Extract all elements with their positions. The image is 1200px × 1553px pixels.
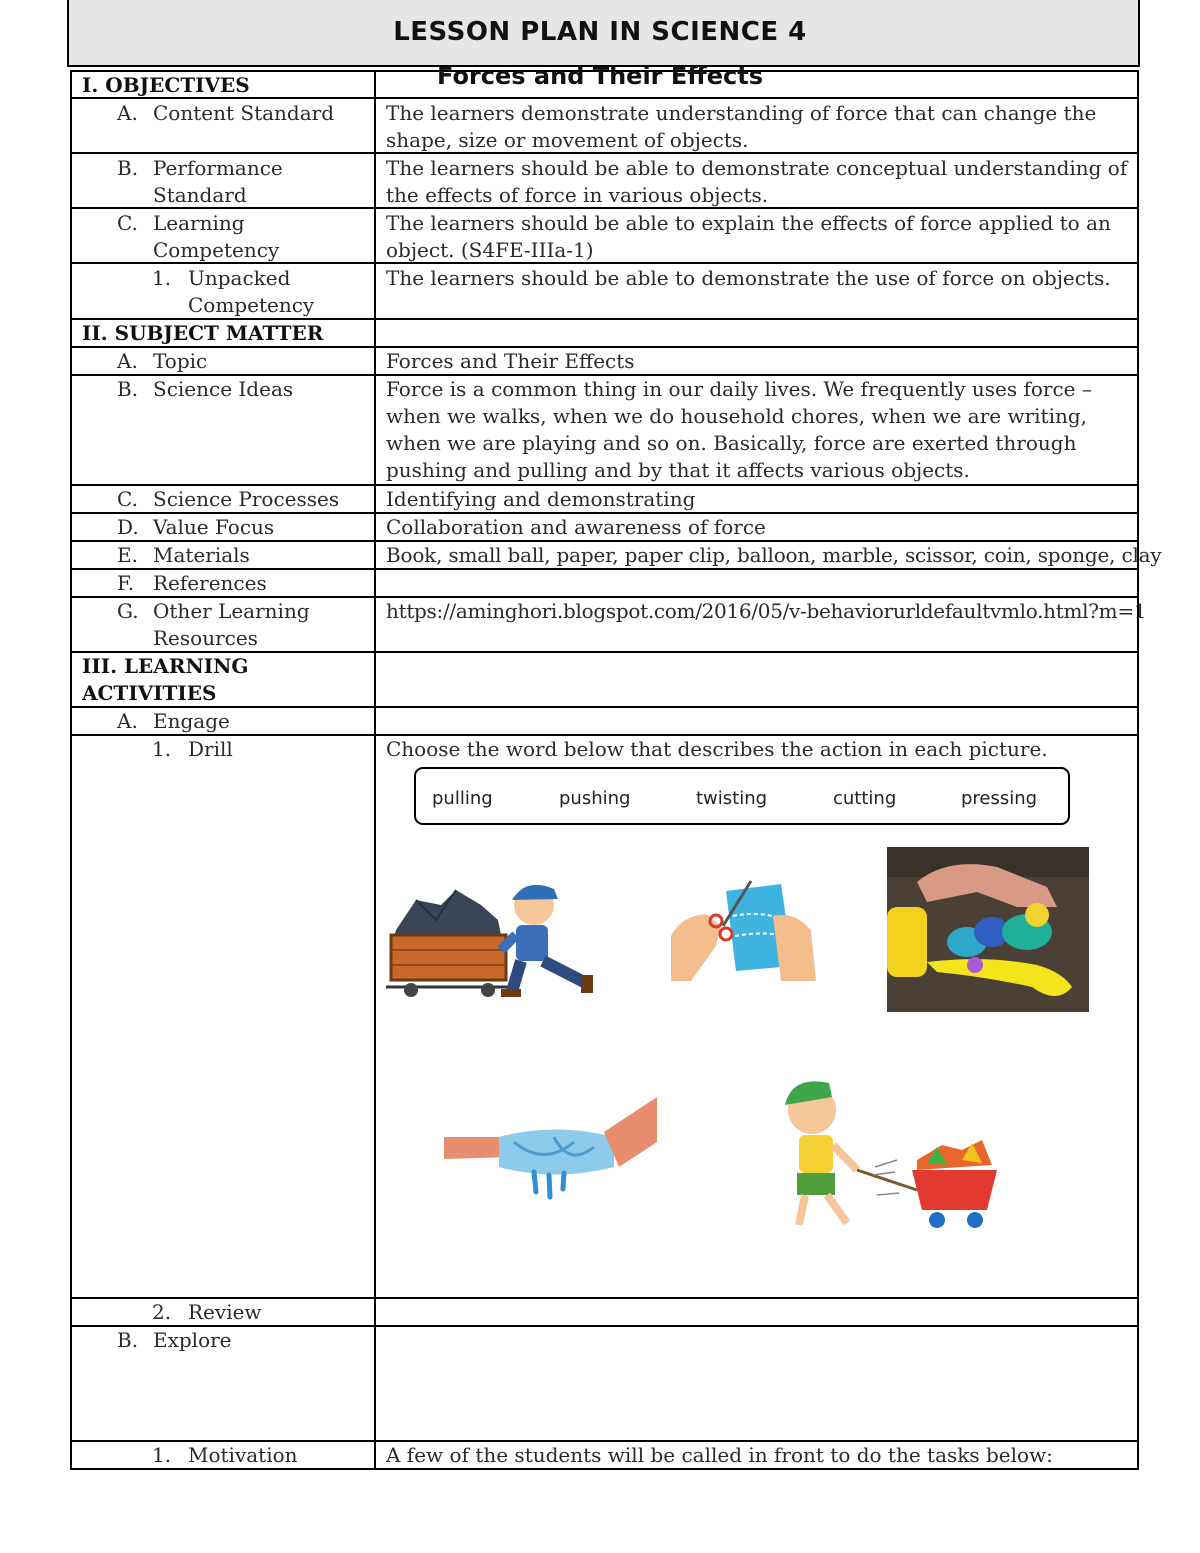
explore-label: B. Explore	[117, 1328, 232, 1352]
boy-pushing-cart-picture	[386, 875, 601, 1000]
hands-cutting-paper-picture	[671, 876, 816, 981]
learning-activities-heading: III. LEARNING ACTIVITIES	[82, 654, 249, 705]
unpacked-competency-label: 1. Unpacked Competency	[152, 266, 315, 317]
boy-pulling-wagon-picture	[777, 1075, 999, 1235]
objectives-heading: I. OBJECTIVES	[82, 73, 250, 97]
other-resources-label: G. Other Learning Resources	[117, 599, 310, 650]
word-option: pressing	[961, 788, 1038, 809]
page-title: LESSON PLAN IN SCIENCE 4	[393, 17, 807, 47]
references-label: F. References	[117, 571, 267, 595]
resource-link[interactable]: https://aminghori.blogspot.com/2016/05/v-behaviorurldefaultvmlo.html?m=1	[386, 599, 1147, 623]
column-divider	[374, 70, 376, 1470]
word-option: pulling	[432, 788, 493, 809]
drill-label: 1. Drill	[152, 737, 233, 761]
page-subtitle: Forces and Their Effects	[437, 62, 763, 90]
topic-label: A. Topic	[117, 349, 208, 373]
science-ideas-text: Force is a common thing in our daily lives. We frequently uses force –when we walks, when we do household chores, when we are writing, when we are playing and so on. Basically, force are exerted through pushing and pulling and by that it affects various objects.	[386, 377, 1092, 482]
subject-matter-heading: II. SUBJECT MATTER	[82, 321, 324, 345]
learning-competency-label: C. Learning Competency	[117, 211, 280, 262]
hands-twisting-cloth-picture	[444, 1097, 657, 1200]
materials-label: E. Materials	[117, 543, 250, 567]
performance-standard-label: B. Performance Standard	[117, 156, 283, 207]
science-ideas-label: B. Science Ideas	[117, 377, 294, 401]
engage-label: A. Engage	[117, 709, 230, 733]
word-option: pushing	[559, 788, 631, 809]
content-standard-text: The learners demonstrate understanding of force that can change the shape, size or movement of objects.	[386, 101, 1097, 152]
motivation-text: A few of the students will be called in front to do the tasks below:	[386, 1443, 1053, 1467]
learning-competency-text: The learners should be able to explain the effects of force applied to an object. (S4FE-IIIa-1)	[386, 211, 1111, 262]
word-choice-box	[414, 767, 1070, 825]
unpacked-competency-text: The learners should be able to demonstrate the use of force on objects.	[386, 266, 1111, 290]
value-focus-text: Collaboration and awareness of force	[386, 515, 766, 539]
content-standard-label: A. Content Standard	[117, 101, 335, 125]
science-processes-text: Identifying and demonstrating	[386, 487, 696, 511]
performance-standard-text: The learners should be able to demonstrate conceptual understanding of the effects of force in various objects.	[386, 156, 1128, 207]
word-option: twisting	[696, 788, 768, 809]
science-processes-label: C. Science Processes	[117, 487, 340, 511]
word-option: cutting	[833, 788, 897, 809]
motivation-label: 1. Motivation	[152, 1443, 298, 1467]
review-label: 2. Review	[152, 1300, 262, 1324]
value-focus-label: D. Value Focus	[117, 515, 275, 539]
hand-pressing-clay-picture	[887, 847, 1089, 1012]
topic-text: Forces and Their Effects	[386, 349, 635, 373]
materials-text: Book, small ball, paper, paper clip, balloon, marble, scissor, coin, sponge, clay	[386, 543, 1162, 567]
drill-instruction: Choose the word below that describes the action in each picture.	[386, 737, 1048, 761]
